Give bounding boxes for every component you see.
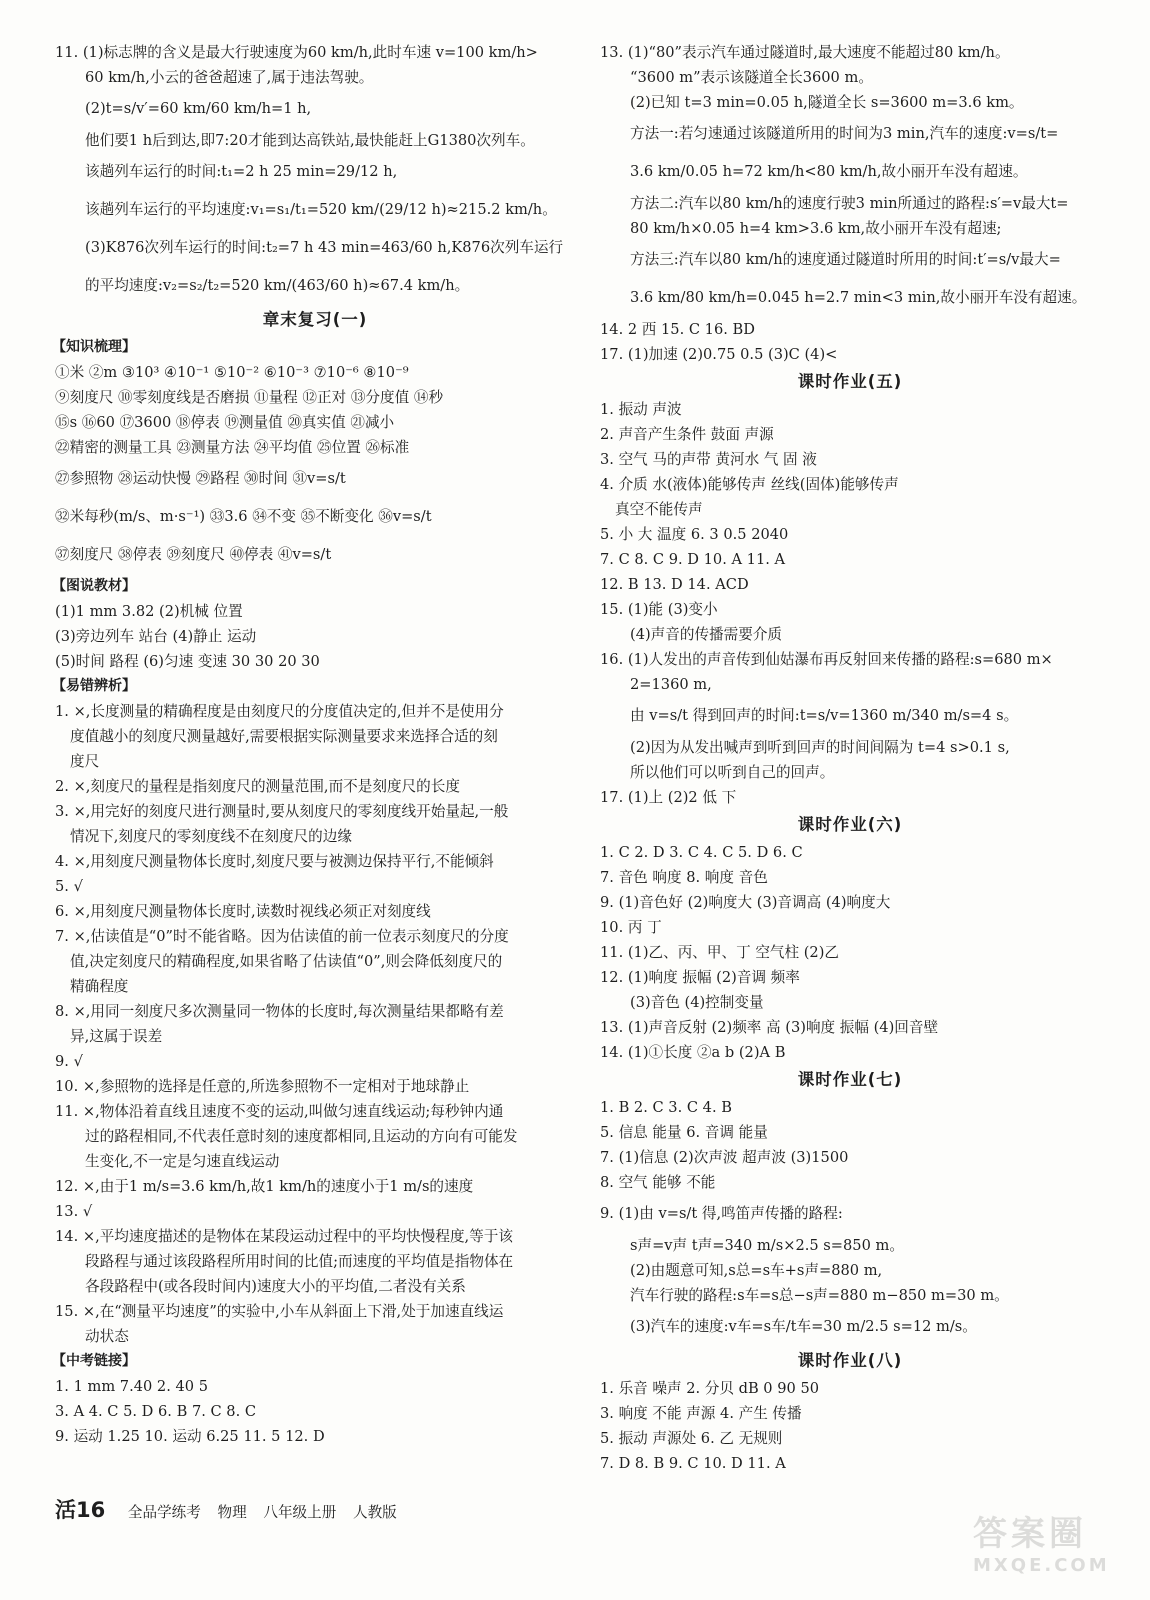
- answer-line: (2)因为从发出喊声到听到回声的时间间隔为 t=4 s>0.1 s,: [630, 739, 1010, 756]
- answer-line: 12. ×,由于1 m/s=3.6 km/h,故1 km/h的速度小于1 m/s的速度: [55, 1178, 474, 1195]
- book-title: 全品学练考: [127, 1504, 201, 1521]
- answer-line: 14. (1)①长度 ②a b (2)A B: [600, 1044, 786, 1061]
- answer-line: 1. 振动 声波: [600, 401, 682, 418]
- page-footer: [55, 1495, 409, 1525]
- answer-line: 精确程度: [70, 978, 129, 995]
- subject: 物理: [217, 1504, 247, 1521]
- answer-line: 4. ×,用刻度尺测量物体长度时,刻度尺要与被测边保持平行,不能倾斜: [55, 853, 494, 870]
- section-heading: 课时作业(八): [797, 1351, 903, 1370]
- answer-line: 7. 音色 响度 8. 响度 音色: [600, 869, 768, 886]
- grade: 八年级上册: [263, 1504, 337, 1521]
- answer-line: 15. ×,在“测量平均速度”的实验中,小车从斜面上下滑,处于加速直线运: [55, 1303, 504, 1320]
- answer-line: 9. (1)音色好 (2)响度大 (3)音调高 (4)响度大: [600, 894, 891, 911]
- answer-line: (3)汽车的速度:v车=s车/t车=30 m/2.5 s=12 m/s。: [630, 1318, 977, 1335]
- answer-line: 2. 声音产生条件 鼓面 声源: [600, 426, 774, 443]
- answer-line: (4)声音的传播需要介质: [630, 626, 783, 643]
- answer-line: 12. (1)响度 振幅 (2)音调 频率: [600, 969, 800, 986]
- answer-line: 1. ×,长度测量的精确程度是由刻度尺的分度值决定的,但并不是使用分: [55, 703, 504, 720]
- section-heading: 课时作业(六): [797, 815, 903, 834]
- answer-line: “3600 m”表示该隧道全长3600 m。: [630, 69, 873, 86]
- answer-line: ⑮s ⑯60 ⑰3600 ⑱停表 ⑲测量值 ⑳真实值 ㉑减小: [55, 414, 395, 431]
- answer-line: 各段路程中(或各段时间内)速度大小的平均值,二者没有关系: [85, 1278, 466, 1295]
- answer-line: 12. B 13. D 14. ACD: [600, 576, 749, 593]
- answer-line: 7. D 8. B 9. C 10. D 11. A: [600, 1455, 786, 1472]
- answer-line: ⑨刻度尺 ⑩零刻度线是否磨损 ⑪量程 ⑫正对 ⑬分度值 ⑭秒: [55, 389, 444, 406]
- answer-line: 13. √: [55, 1203, 93, 1220]
- answer-line: 该趟列车运行的时间:t₁=2 h 25 min=29/12 h,: [85, 163, 398, 180]
- answer-line: 9. (1)由 v=s/t 得,鸣笛声传播的路程:: [600, 1205, 843, 1222]
- answer-line: 3. A 4. C 5. D 6. B 7. C 8. C: [55, 1403, 257, 1420]
- answer-line: 4. 介质 水(液体)能够传声 丝线(固体)能够传声: [600, 476, 899, 493]
- answer-line: (3)旁边列车 站台 (4)静止 运动: [55, 628, 257, 645]
- answer-line: 10. ×,参照物的选择是任意的,所选参照物不一定相对于地球静止: [55, 1078, 470, 1095]
- answer-line: 11. (1)乙、丙、甲、丁 空气柱 (2)乙: [600, 944, 840, 961]
- answer-line: 9. 运动 1.25 10. 运动 6.25 11. 5 12. D: [55, 1428, 325, 1445]
- section-heading: 课时作业(五): [797, 372, 903, 391]
- answer-line: 13. (1)“80”表示汽车通过隧道时,最大速度不能超过80 km/h。: [600, 44, 1010, 61]
- subsection-heading: 【图说教材】: [52, 578, 136, 594]
- answer-line: 3.6 km/0.05 h=72 km/h<80 km/h,故小丽开车没有超速。: [630, 163, 1028, 180]
- answer-line: (2)t=s/v′=60 km/60 km/h=1 h,: [85, 100, 312, 117]
- right-column: [600, 40, 1100, 1476]
- section-heading: 课时作业(七): [797, 1070, 903, 1089]
- answer-line: 5. 振动 声源处 6. 乙 无规则: [600, 1430, 783, 1447]
- answer-line: 所以他们可以听到自己的回声。: [630, 764, 835, 781]
- answer-line: 8. ×,用同一刻度尺多次测量同一物体的长度时,每次测量结果都略有差: [55, 1003, 504, 1020]
- answer-line: 80 km/h×0.05 h=4 km>3.6 km,故小丽开车没有超速;: [630, 220, 1002, 237]
- answer-line: 3. 响度 不能 声源 4. 产生 传播: [600, 1405, 802, 1422]
- answer-line: 16. (1)人发出的声音传到仙姑瀑布再反射回来传播的路程:s=680 m×: [600, 651, 1053, 668]
- left-column: [52, 40, 575, 1449]
- answer-line: 17. (1)加速 (2)0.75 0.5 (3)C (4)<: [600, 346, 838, 363]
- answer-line: 方法二:汽车以80 km/h的速度行驶3 min所通过的路程:s′=v最大t=: [630, 195, 1069, 212]
- watermark-logo: [973, 1506, 1128, 1578]
- answer-line: 6. ×,用刻度尺测量物体长度时,读数时视线必须正对刻度线: [55, 903, 431, 920]
- answer-line: 3. 空气 马的声带 黄河水 气 固 液: [600, 451, 817, 468]
- answer-line: 7. (1)信息 (2)次声波 超声波 (3)1500: [600, 1149, 849, 1166]
- answer-line: 1. C 2. D 3. C 4. C 5. D 6. C: [600, 844, 803, 861]
- answer-line: 的平均速度:v₂=s₂/t₂=520 km/(463/60 h)≈67.4 km/h。: [85, 277, 470, 294]
- answer-line: 14. 2 西 15. C 16. BD: [600, 321, 755, 338]
- answer-line: 17. (1)上 (2)2 低 下: [600, 789, 737, 806]
- answer-line: 60 km/h,小云的爸爸超速了,属于违法驾驶。: [85, 69, 374, 86]
- answer-line: 10. 丙 丁: [600, 919, 662, 936]
- answer-line: 7. C 8. C 9. D 10. A 11. A: [600, 551, 786, 568]
- answer-line: 由 v=s/t 得到回声的时间:t=s/v=1360 m/340 m/s=4 s。: [630, 707, 1019, 724]
- answer-line: 值,决定刻度尺的精确程度,如果省略了估读值“0”,则会降低刻度尺的: [70, 953, 503, 970]
- answer-line: ㊲刻度尺 ㊳停表 ㊴刻度尺 ㊵停表 ㊶v=s/t: [55, 546, 332, 563]
- answer-line: 1. B 2. C 3. C 4. B: [600, 1099, 732, 1116]
- answer-line: (1)1 mm 3.82 (2)机械 位置: [55, 603, 243, 620]
- answer-line: 11. (1)标志牌的含义是最大行驶速度为60 km/h,此时车速 v=100 km/h>: [55, 44, 538, 61]
- answer-line: 过的路程相同,不代表任意时刻的速度都相同,且运动的方向有可能发: [85, 1128, 518, 1145]
- edition: 人教版: [352, 1504, 397, 1521]
- answer-line: 11. ×,物体沿着直线且速度不变的运动,叫做匀速直线运动;每秒钟内通: [55, 1103, 504, 1120]
- answer-line: 生变化,不一定是匀速直线运动: [85, 1153, 280, 1170]
- answer-line: 度值越小的刻度尺测量越好,需要根据实际测量要求来选择合适的刻: [70, 728, 498, 745]
- answer-line: 15. (1)能 (3)变小: [600, 601, 718, 618]
- answer-line: 7. ×,估读值是“0”时不能省略。因为估读值的前一位表示刻度尺的分度: [55, 928, 509, 945]
- answer-line: (3)K876次列车运行的时间:t₂=7 h 43 min=463/60 h,K876次列车运行: [85, 239, 564, 256]
- answer-line: 该趟列车运行的平均速度:v₁=s₁/t₁=520 km/(29/12 h)≈215.2 km/h。: [85, 201, 557, 218]
- answer-line: 5. √: [55, 878, 83, 895]
- watermark-url: MXQE.COM: [973, 1555, 1110, 1576]
- answer-line: 汽车行驶的路程:s车=s总−s声=880 m−850 m=30 m。: [630, 1287, 1009, 1304]
- answer-line: 8. 空气 能够 不能: [600, 1174, 716, 1191]
- answer-line: 3.6 km/80 km/h=0.045 h=2.7 min<3 min,故小丽开车没有超速。: [630, 289, 1087, 306]
- answer-line: 14. ×,平均速度描述的是物体在某段运动过程中的平均快慢程度,等于该: [55, 1228, 513, 1245]
- watermark-text: 答案圈: [973, 1514, 1087, 1554]
- answer-line: 方法一:若匀速通过该隧道所用的时间为3 min,汽车的速度:v=s/t=: [630, 125, 1059, 142]
- answer-line: 情况下,刻度尺的零刻度线不在刻度尺的边缘: [70, 828, 352, 845]
- answer-line: 方法三:汽车以80 km/h的速度通过隧道时所用的时间:t′=s/v最大=: [630, 251, 1061, 268]
- answer-line: 9. √: [55, 1053, 83, 1070]
- answer-line: 13. (1)声音反射 (2)频率 高 (3)响度 振幅 (4)回音壁: [600, 1019, 939, 1036]
- subsection-heading: 【易错辨析】: [52, 678, 136, 694]
- section-heading: 章末复习(一): [262, 310, 368, 329]
- answer-line: (2)由题意可知,s总=s车+s声=880 m,: [630, 1262, 883, 1279]
- subsection-heading: 【知识梳理】: [52, 339, 136, 355]
- answer-line: 2. ×,刻度尺的量程是指刻度尺的测量范围,而不是刻度尺的长度: [55, 778, 460, 795]
- answer-line: 动状态: [85, 1328, 129, 1345]
- answer-line: 度尺: [70, 753, 100, 770]
- answer-line: 5. 小 大 温度 6. 3 0.5 2040: [600, 526, 789, 543]
- answer-line: 5. 信息 能量 6. 音调 能量: [600, 1124, 768, 1141]
- answer-line: 2=1360 m,: [630, 676, 712, 693]
- answer-line: (3)音色 (4)控制变量: [630, 994, 764, 1011]
- answer-line: 真空不能传声: [615, 501, 703, 518]
- answer-line: 他们要1 h后到达,即7:20才能到达高铁站,最快能赶上G1380次列车。: [85, 132, 535, 149]
- answer-line: 1. 1 mm 7.40 2. 40 5: [55, 1378, 208, 1395]
- answer-line: ①米 ②m ③10³ ④10⁻¹ ⑤10⁻² ⑥10⁻³ ⑦10⁻⁶ ⑧10⁻⁹: [55, 364, 409, 381]
- answer-line: 段路程与通过该段路程所用时间的比值;而速度的平均值是指物体在: [85, 1253, 514, 1270]
- answer-line: 1. 乐音 噪声 2. 分贝 dB 0 90 50: [600, 1380, 820, 1397]
- answer-line: s声=v声 t声=340 m/s×2.5 s=850 m。: [630, 1237, 904, 1254]
- answer-line: ㉒精密的测量工具 ㉓测量方法 ㉔平均值 ㉕位置 ㉖标准: [55, 439, 410, 456]
- answer-line: (5)时间 路程 (6)匀速 变速 30 30 20 30: [55, 653, 320, 670]
- answer-line: ㉗参照物 ㉘运动快慢 ㉙路程 ㉚时间 ㉛v=s/t: [55, 470, 346, 487]
- answer-line: (2)已知 t=3 min=0.05 h,隧道全长 s=3600 m=3.6 km。: [630, 94, 1024, 111]
- page-number: 活16: [55, 1498, 106, 1522]
- subsection-heading: 【中考链接】: [52, 1353, 136, 1369]
- answer-line: 3. ×,用完好的刻度尺进行测量时,要从刻度尺的零刻度线开始量起,一般: [55, 803, 509, 820]
- answer-line: ㉜米每秒(m/s、m·s⁻¹) ㉝3.6 ㉞不变 ㉟不断变化 ㊱v=s/t: [55, 508, 432, 525]
- answer-line: 异,这属于误差: [70, 1028, 163, 1045]
